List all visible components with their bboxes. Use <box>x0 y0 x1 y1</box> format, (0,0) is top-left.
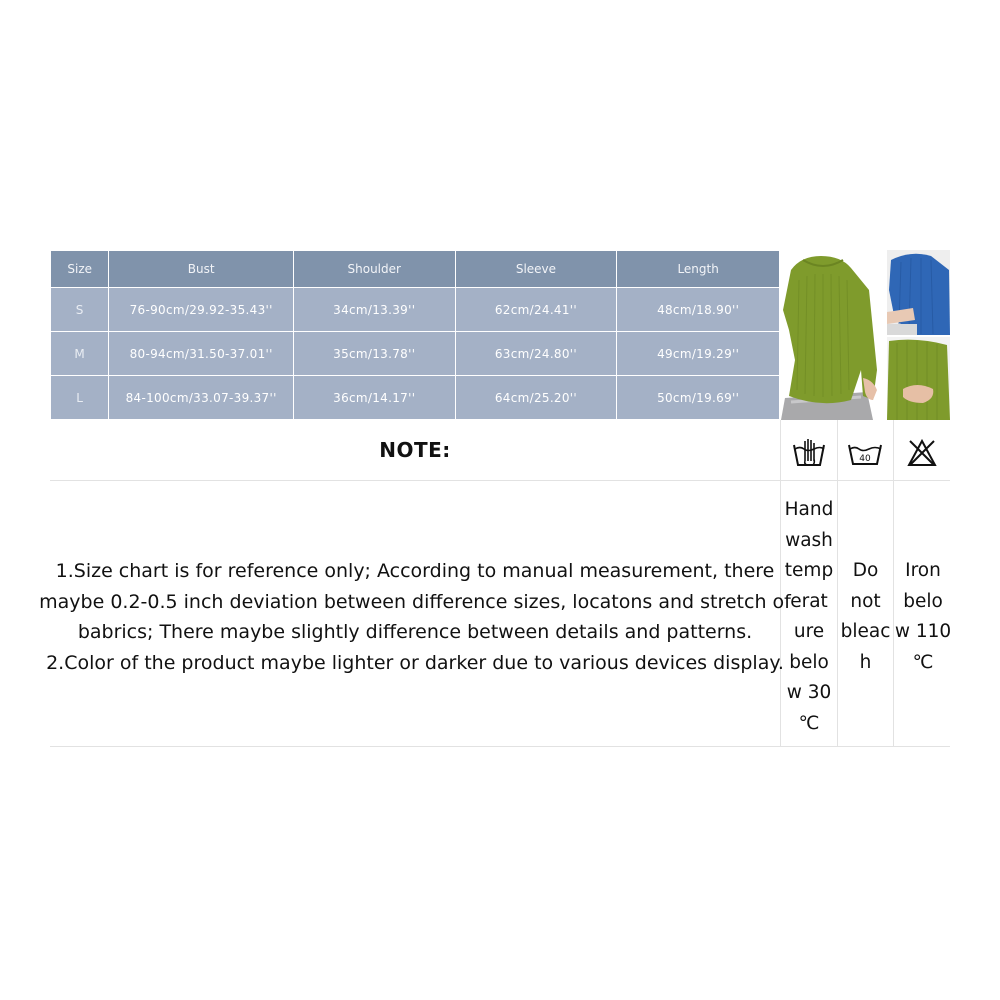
product-photo-blue-top <box>887 250 950 335</box>
length-cell: 50cm/19.69'' <box>617 376 780 420</box>
bust-cell: 80-94cm/31.50-37.01'' <box>109 332 293 376</box>
note-body <box>30 556 800 678</box>
sleeve-cell: 62cm/24.41'' <box>455 288 617 332</box>
wash-40-icon <box>847 437 883 469</box>
note-line: maybe 0.2-0.5 inch deviation between difference sizes, locatons and stretch of <box>39 590 791 613</box>
care-instruction-hand-wash: Hand wash temp erat ure belo w 30 ℃ <box>784 499 834 734</box>
header-length: Length <box>617 251 780 288</box>
size-table-header-row <box>51 251 780 288</box>
no-bleach-icon <box>905 437 939 469</box>
header-sleeve: Sleeve <box>455 251 617 288</box>
bust-cell: 76-90cm/29.92-35.43'' <box>109 288 293 332</box>
product-photo-detail <box>887 337 950 420</box>
note-line: 1.Size chart is for reference only; According to manual measurement, there <box>55 560 775 582</box>
note-line: babrics; There maybe slightly difference between details and patterns. <box>77 621 753 643</box>
size-cell: S <box>51 288 109 332</box>
note-title: NOTE: <box>379 438 451 462</box>
header-shoulder: Shoulder <box>293 251 455 288</box>
table-row <box>51 332 780 376</box>
size-cell: M <box>51 332 109 376</box>
care-instruction-no-bleach: Do not bleac h <box>840 560 891 673</box>
bust-cell: 84-100cm/33.07-39.37'' <box>109 376 293 420</box>
length-cell: 49cm/19.29'' <box>617 332 780 376</box>
note-line: 2.Color of the product maybe lighter or darker due to various devices display. <box>46 651 784 674</box>
size-table <box>50 250 780 420</box>
shoulder-cell: 36cm/14.17'' <box>293 376 455 420</box>
sleeve-cell: 64cm/25.20'' <box>455 376 617 420</box>
shoulder-cell: 34cm/13.39'' <box>293 288 455 332</box>
table-row <box>51 376 780 420</box>
sleeve-cell: 63cm/24.80'' <box>455 332 617 376</box>
divider <box>50 746 950 747</box>
table-row <box>51 288 780 332</box>
divider <box>50 480 950 481</box>
wash-temp-label: 40 <box>859 454 871 464</box>
length-cell: 48cm/18.90'' <box>617 288 780 332</box>
size-cell: L <box>51 376 109 420</box>
product-photo-green-top <box>781 250 884 420</box>
shoulder-cell: 35cm/13.78'' <box>293 332 455 376</box>
care-instruction-iron: Iron belo w 110 ℃ <box>894 560 952 673</box>
header-size: Size <box>51 251 109 288</box>
hand-wash-icon <box>792 437 826 469</box>
header-bust: Bust <box>109 251 293 288</box>
